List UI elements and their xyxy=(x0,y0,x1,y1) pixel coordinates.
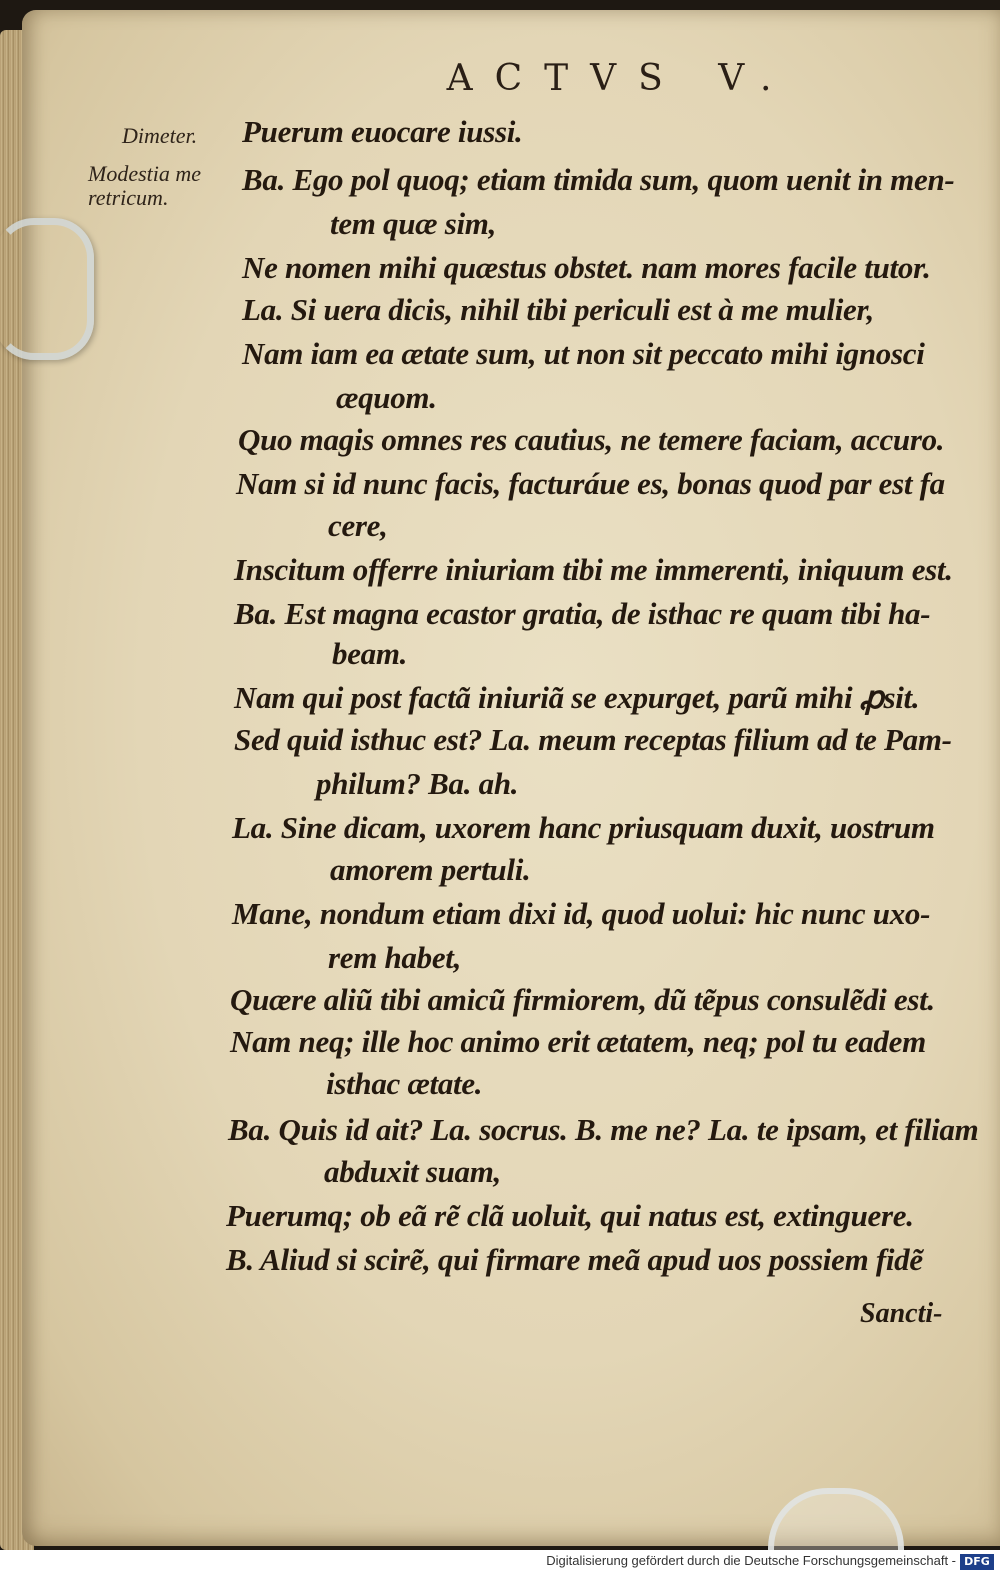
verse-line: Quære aliũ tibi amicũ firmiorem, dũ tẽpus consulẽdi est. xyxy=(230,982,935,1017)
marginal-note-meretricum: retricum. xyxy=(88,185,169,210)
verse-line: Nam neq; ille hoc animo erit ætatem, neq; pol tu eadem xyxy=(230,1024,926,1059)
verse-line-continuation: beam. xyxy=(332,636,408,671)
verse-line: Ba. Est magna ecastor gratia, de isthac re quam tibi ha- xyxy=(234,596,931,631)
marginal-note-dimeter: Dimeter. xyxy=(122,123,198,148)
funding-credit: Digitalisierung gefördert durch die Deutsche Forschungsgemeinschaft - xyxy=(546,1553,956,1568)
verse-line: Ba. Ego pol quoq; etiam timida sum, quom uenit in men- xyxy=(242,162,955,197)
verse-line: Puerumq; ob eã rẽ clã uoluit, qui natus est, extinguere. xyxy=(226,1198,914,1233)
verse-line: Ne nomen mihi quæstus obstet. nam mores facile tutor. xyxy=(242,250,931,285)
verse-line: Quo magis omnes res cautius, ne temere faciam, accuro. xyxy=(238,422,945,457)
verse-line: Nam iam ea ætate sum, ut non sit peccato mihi ignosci xyxy=(242,336,925,371)
running-title: ACTVS V. xyxy=(446,58,794,99)
verse-line-continuation: abduxit suam, xyxy=(324,1154,501,1189)
verse-line: Nam qui post factã iniuriã se expurget, parũ mihi ꝓsit. xyxy=(234,680,920,715)
verse-line: Mane, nondum etiam dixi id, quod uolui: hic nunc uxo- xyxy=(232,896,931,931)
verse-line-continuation: cere, xyxy=(328,508,388,543)
verse-line-continuation: tem quæ sim, xyxy=(330,206,497,241)
verse-line: Inscitum offerre iniuriam tibi me immerenti, iniquum est. xyxy=(234,552,953,587)
verse-line: La. Si uera dicis, nihil tibi periculi est à me mulier, xyxy=(242,292,874,327)
dfg-logo: DFG xyxy=(960,1554,994,1570)
verse-line: La. Sine dicam, uxorem hanc priusquam duxit, uostrum xyxy=(232,810,935,845)
verse-line: B. Aliud si scirẽ, qui firmare meã apud uos possiem fidẽ xyxy=(226,1242,923,1277)
paper-clip-left xyxy=(0,218,94,360)
verse-line: Sed quid isthuc est? La. meum receptas filium ad te Pam- xyxy=(234,722,952,757)
verse-line-continuation: rem habet, xyxy=(328,940,462,975)
digitization-footer xyxy=(0,1550,1000,1574)
catchword: Sancti- xyxy=(860,1298,943,1329)
verse-line-continuation: isthac ætate. xyxy=(326,1066,483,1101)
verse-line: Nam si id nunc facis, facturáue es, bonas quod par est fa xyxy=(236,466,945,501)
verse-line-continuation: philum? Ba. ah. xyxy=(316,766,519,801)
verse-line-continuation: amorem pertuli. xyxy=(330,852,531,887)
verse-line: Puerum euocare iussi. xyxy=(242,114,523,149)
verse-line-continuation: æquom. xyxy=(336,380,437,415)
marginal-note-modestia: Modestia me xyxy=(88,161,202,186)
verse-line: Ba. Quis id ait? La. socrus. B. me ne? La. te ipsam, et filiam xyxy=(228,1112,979,1147)
